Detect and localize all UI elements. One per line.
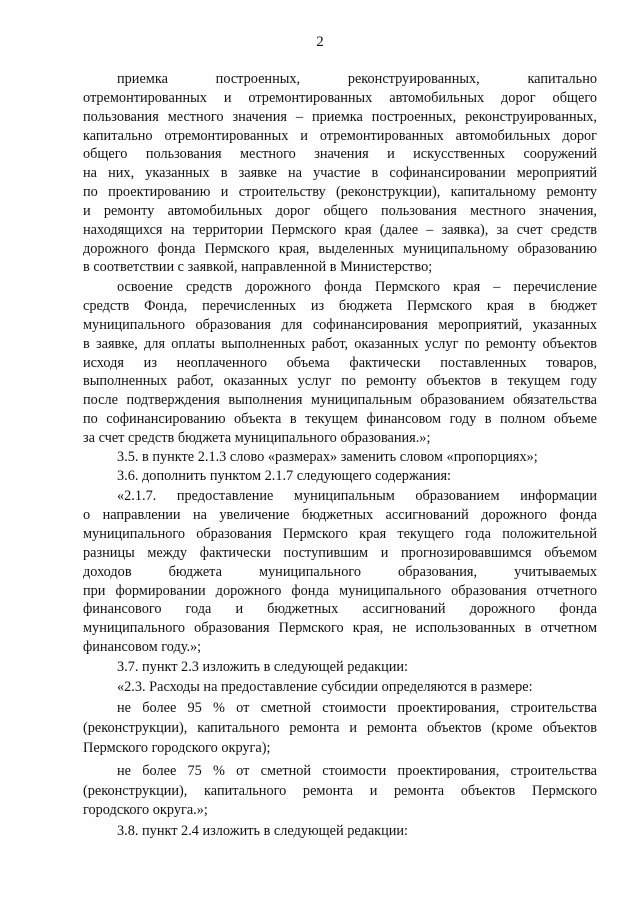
text-line: при формировании дорожного фонда муниципального образования отчетного: [83, 583, 597, 599]
text-line: доходов бюджета муниципального образования, учитываемых: [83, 564, 597, 580]
text-line: дорожного фонда Пермского края, выделенных муниципальному образованию: [83, 241, 597, 257]
text-line: не более 95 % от сметной стоимости проектирования, строительства: [117, 700, 597, 716]
text-line: после подтверждения выполнения муниципальным образованием обязательства: [83, 392, 597, 408]
text-line: выполненных работ, оказанных услуг по ремонту объектов в текущем году: [83, 373, 597, 389]
text-line: 3.6. дополнить пунктом 2.1.7 следующего содержания:: [117, 468, 452, 484]
text-line: пользования местного значения – приемка построенных, реконструированных,: [83, 109, 597, 125]
text-line: в заявке, для оплаты выполненных работ, оказанных услуг по ремонту объектов: [83, 336, 597, 352]
text-line: не более 75 % от сметной стоимости проектирования, строительства: [117, 763, 597, 779]
text-line: финансового года и бюджетных ассигнований дорожного фонда: [83, 601, 597, 617]
text-line: по проектированию и строительству (реконструкции), капитальному ремонту: [83, 184, 597, 200]
text-line: и ремонту автомобильных дорог общего пользования местного значения,: [83, 203, 597, 219]
text-line: приемка построенных, реконструированных, капитально: [117, 71, 597, 87]
text-line: за счет средств бюджета муниципального образования.»;: [83, 430, 431, 446]
text-line: муниципального образования Пермского края, не использованных в отчетном: [83, 620, 597, 636]
text-line: «2.1.7. предоставление муниципальным образованием информации: [117, 488, 597, 504]
text-line: 3.7. пункт 2.3 изложить в следующей редакции:: [117, 659, 409, 675]
text-line: освоение средств дорожного фонда Пермского края – перечисление: [117, 279, 597, 295]
text-line: муниципального образования для софинансирования мероприятий, указанных: [83, 317, 597, 333]
text-line: (реконструкции), капитального ремонта и ремонта объектов (кроме объектов: [83, 720, 597, 736]
text-line: 3.5. в пункте 2.1.3 слово «размерах» заменить словом «пропорциях»;: [117, 449, 538, 465]
text-line: муниципального образования Пермского края текущего года положительной: [83, 526, 597, 542]
text-line: исходя из неоплаченного объема фактически поставленных товаров,: [83, 355, 597, 371]
text-line: находящихся на территории Пермского края (далее – заявка), за счет средств: [83, 222, 597, 238]
text-line: городского округа.»;: [83, 802, 208, 818]
text-line: разницы между фактически поступившим и прогнозировавшимся объемом: [83, 545, 597, 561]
text-line: средств Фонда, перечисленных из бюджета Пермского края в бюджет: [83, 298, 597, 314]
text-line: по софинансированию объекта в текущем финансовом году в полном объеме: [83, 411, 597, 427]
text-line: 3.8. пункт 2.4 изложить в следующей редакции:: [117, 823, 409, 839]
text-line: отремонтированных и отремонтированных автомобильных дорог общего: [83, 90, 597, 106]
text-line: о направлении на увеличение бюджетных ассигнований дорожного фонда: [83, 507, 597, 523]
text-line: финансовом году.»;: [83, 639, 202, 655]
text-line: (реконструкции), капитального ремонта и ремонта объектов Пермского: [83, 783, 597, 799]
page-number: 2: [316, 34, 324, 50]
text-line: Пермского городского округа);: [83, 740, 271, 756]
text-line: «2.3. Расходы на предоставление субсидии определяются в размере:: [117, 679, 533, 695]
text-line: общего пользования местного значения и искусственных сооружений: [83, 146, 597, 162]
text-line: в соответствии с заявкой, направленной в Министерство;: [83, 259, 433, 275]
text-line: на них, указанных в заявке на участие в софинансировании мероприятий: [83, 165, 597, 181]
text-line: капитально отремонтированных и отремонтированных автомобильных дорог: [83, 128, 597, 144]
